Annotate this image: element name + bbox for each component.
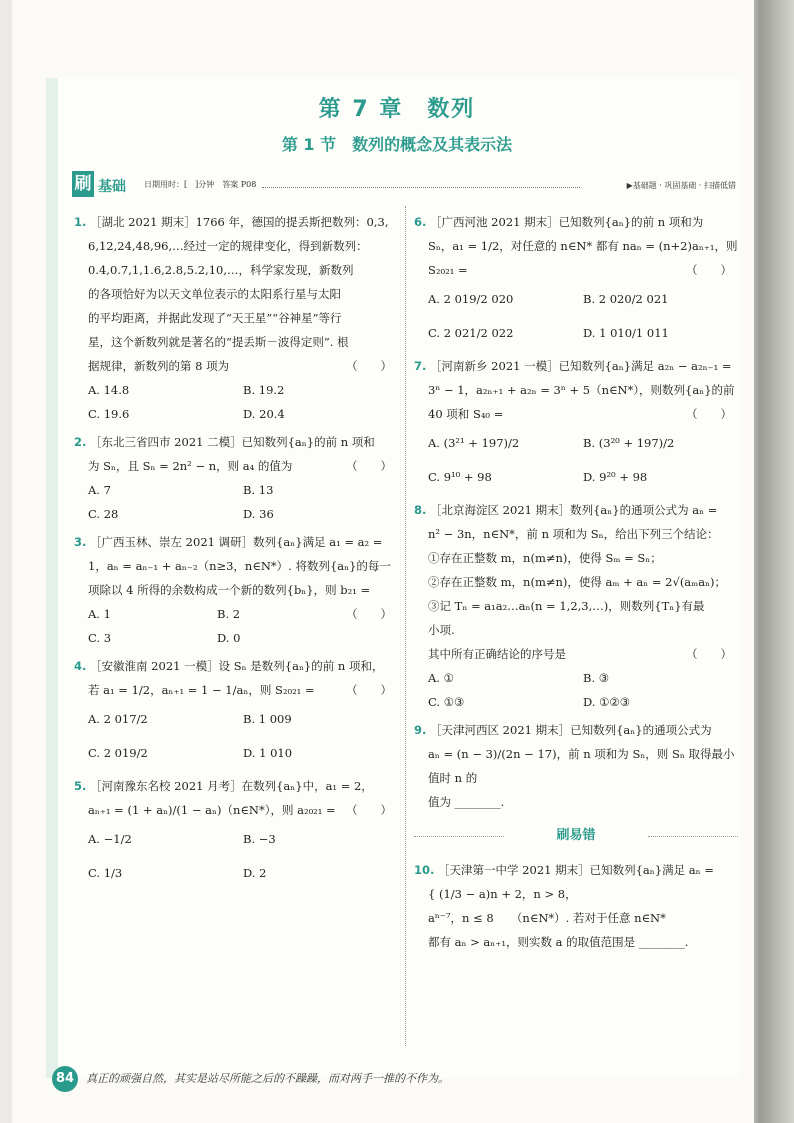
question-line-row	[414, 618, 738, 642]
question-line: ［广西河池 2021 期末］已知数列{aₙ}的前 n 项和为	[430, 215, 704, 229]
question-line-row	[74, 258, 398, 282]
answer-option: A. 7	[88, 483, 111, 497]
footer-motto: 真正的顽强自然，其实是站尽所能之后的不躁躁，而对两手一推的不作为。	[86, 1072, 449, 1085]
answer-option: C. ①③	[428, 695, 465, 709]
question-number: 8.	[414, 503, 427, 517]
question-line: ［河南豫东名校 2021 月考］在数列{aₙ}中，a₁ = 2，	[90, 779, 373, 793]
practice-banner	[72, 174, 740, 198]
easy-mistakes-heading: 刷易错	[414, 824, 738, 848]
question-line: ［天津第一中学 2021 期末］已知数列{aₙ}满足 aₙ =	[438, 863, 714, 877]
answer-option: D. ①②③	[583, 695, 631, 709]
answer-parentheses: （ ）	[346, 803, 392, 817]
question-line: 为 Sₙ，且 Sₙ = 2n² − n，则 a₄ 的值为	[88, 459, 293, 473]
question-item	[414, 718, 738, 814]
question-item	[74, 430, 398, 526]
question-line: 星，这个新数列就是著名的“提丢斯－波得定则”. 根	[88, 335, 349, 349]
answer-option: A. 2 017/2	[88, 712, 148, 726]
answer-option: C. 28	[88, 507, 119, 521]
question-line: ③记 Tₙ = a₁a₂…aₙ(n = 1,2,3,…)，则数列{Tₙ}有最	[428, 599, 705, 613]
question-line: ②存在正整数 m，n(m≠n)，使得 aₘ + aₙ = 2√(aₘaₙ)；	[428, 575, 727, 589]
answer-option: D. 20.4	[243, 407, 285, 421]
question-line-row	[74, 306, 398, 330]
answer-option: D. 1 010/1 011	[583, 326, 669, 340]
question-item	[74, 774, 398, 890]
question-line: 1，aₙ = aₙ₋₁ + aₙ₋₂（n≥3，n∈N*）. 将数列{aₙ}的每一	[88, 559, 391, 573]
question-line-row	[74, 798, 398, 822]
column-divider	[405, 206, 406, 1046]
question-number: 10.	[414, 863, 435, 877]
question-line: { (1/3 − a)n + 2，n > 8，	[428, 887, 577, 901]
question-line: 据规律，新数列的第 8 项为	[88, 359, 230, 373]
question-line: S₂₀₂₁ =	[428, 263, 468, 277]
question-item	[414, 354, 738, 494]
question-line-row	[414, 522, 738, 546]
question-line-row	[414, 402, 738, 426]
answer-option: A. −1/2	[88, 832, 132, 846]
question-line: 项除以 4 所得的余数构成一个新的数列{bₙ}，则 b₂₁ =	[88, 583, 371, 597]
answer-option: D. 1 010	[243, 746, 293, 760]
question-line-row	[414, 718, 738, 742]
question-line: 若 a₁ = 1/2，aₙ₊₁ = 1 − 1/aₙ，则 S₂₀₂₁ =	[88, 683, 315, 697]
answer-parentheses: （ ）	[686, 647, 732, 661]
question-number: 9.	[414, 723, 427, 737]
answer-parentheses: （ ）	[346, 607, 392, 621]
question-number: 1.	[74, 215, 87, 229]
answer-options	[414, 282, 738, 350]
question-line-row	[414, 594, 738, 618]
answer-options	[74, 702, 398, 770]
question-line: 值为 ________.	[428, 795, 505, 809]
question-line: ［河南新乡 2021 一模］已知数列{aₙ}满足 a₂ₙ − a₂ₙ₋₁ =	[430, 359, 732, 373]
answer-option: B. 19.2	[243, 383, 285, 397]
answer-option: B. 13	[243, 483, 274, 497]
question-line-row	[414, 790, 738, 814]
question-line-row	[74, 454, 398, 478]
question-line-row	[414, 570, 738, 594]
answer-option: C. 19.6	[88, 407, 130, 421]
answer-options	[74, 602, 346, 650]
answer-parentheses: （ ）	[686, 263, 732, 277]
question-line: ［湖北 2021 期末］1766 年，德国的提丢斯把数列：0,3,	[90, 215, 389, 229]
answer-option: D. 2	[243, 866, 267, 880]
right-column	[414, 210, 738, 958]
question-line: ［北京海淀区 2021 期末］数列{aₙ}的通项公式为 aₙ =	[430, 503, 718, 517]
question-number: 2.	[74, 435, 87, 449]
question-line: ［广西玉林、崇左 2021 调研］数列{aₙ}满足 a₁ = a₂ =	[90, 535, 383, 549]
question-item	[74, 530, 398, 650]
question-line-row	[414, 210, 738, 234]
question-line-row	[74, 282, 398, 306]
answer-option: B. −3	[243, 832, 276, 846]
question-line-row	[414, 354, 738, 378]
left-column	[74, 210, 398, 894]
question-line-row	[74, 678, 398, 702]
question-line-row	[74, 774, 398, 798]
question-line-row	[414, 546, 738, 570]
question-line-row	[74, 430, 398, 454]
question-line: 的平均距离，并据此发现了“天王星”“谷神星”等行	[88, 311, 342, 325]
question-line-row	[414, 258, 738, 282]
question-line-row	[74, 234, 398, 258]
question-line: 都有 aₙ > aₙ₊₁，则实数 a 的取值范围是 ________.	[428, 935, 689, 949]
question-line-row	[74, 330, 398, 354]
answer-parentheses: （ ）	[346, 359, 392, 373]
question-line-row	[414, 498, 738, 522]
answer-option: A. 14.8	[88, 383, 130, 397]
answer-option: D. 9²⁰ + 98	[583, 470, 648, 484]
question-line: ①存在正整数 m，n(m≠n)，使得 Sₘ = Sₙ；	[428, 551, 662, 565]
answer-parentheses: （ ）	[346, 683, 392, 697]
question-10	[414, 858, 738, 954]
question-number: 4.	[74, 659, 87, 673]
timing-info: 日期用时：[ ]分钟 答案 P08	[144, 180, 257, 189]
question-line: aₙ₊₁ = (1 + aₙ)/(1 − aₙ)（n∈N*），则 a₂₀₂₁ =	[88, 803, 336, 817]
answer-option: A. (3²¹ + 197)/2	[428, 436, 520, 450]
footer	[52, 1066, 652, 1092]
question-line: 小项.	[428, 623, 455, 637]
brush-badge-icon: 刷	[72, 171, 94, 197]
question-line: aₙ = (n − 3)/(2n − 17)，前 n 项和为 Sₙ，则 Sₙ 取得最小值时 n 的	[428, 747, 735, 785]
answer-option: C. 2 021/2 022	[428, 326, 514, 340]
banner-tagline: ▶基础题 · 巩固基础 · 扫描低错	[626, 181, 736, 190]
section-title: 第 1 节 数列的概念及其表示法	[281, 135, 513, 154]
answer-option: D. 36	[243, 507, 274, 521]
question-line-row	[74, 554, 398, 578]
question-line: 0.4,0.7,1,1.6,2.8,5.2,10,…，科学家发现，新数列	[88, 263, 354, 277]
question-line: ［安徽淮南 2021 一模］设 Sₙ 是数列{aₙ}的前 n 项和，	[90, 659, 384, 673]
question-number: 3.	[74, 535, 87, 549]
answer-parentheses: （ ）	[686, 407, 732, 421]
answer-option: A. 2 019/2 020	[428, 292, 514, 306]
question-line-row	[414, 234, 738, 258]
answer-option: C. 1/3	[88, 866, 123, 880]
banner-label: 基础	[98, 179, 126, 195]
answer-options	[414, 666, 738, 714]
answer-options	[74, 822, 398, 890]
question-number: 5.	[74, 779, 87, 793]
question-line: ［东北三省四市 2021 二模］已知数列{aₙ}的前 n 项和	[90, 435, 375, 449]
answer-option: A. ①	[428, 671, 454, 685]
banner-divider	[262, 187, 580, 188]
question-number: 6.	[414, 215, 427, 229]
answer-option: C. 3	[88, 631, 112, 645]
answer-option: B. 1 009	[243, 712, 292, 726]
question-line: aⁿ⁻⁷，n ≤ 8 （n∈N*）. 若对于任意 n∈N*	[428, 911, 666, 925]
question-line: 6,12,24,48,96,…经过一定的规律变化，得到新数列：	[88, 239, 368, 253]
answer-option: C. 9¹⁰ + 98	[428, 470, 492, 484]
answer-option: D. 0	[217, 631, 241, 645]
question-line-row	[414, 378, 738, 402]
answer-parentheses: （ ）	[346, 459, 392, 473]
answer-option: C. 2 019/2	[88, 746, 148, 760]
question-line: n² − 3n，n∈N*，前 n 项和为 Sₙ，给出下列三个结论：	[428, 527, 719, 541]
question-line-row	[74, 530, 398, 554]
question-item	[74, 654, 398, 770]
question-line-row	[74, 654, 398, 678]
question-line: ［天津河西区 2021 期末］已知数列{aₙ}的通项公式为	[430, 723, 712, 737]
question-line: 40 项和 S₄₀ =	[428, 407, 504, 421]
question-line-row	[74, 354, 398, 378]
question-number: 7.	[414, 359, 427, 373]
chapter-title: 第 7 章 数列	[318, 97, 476, 122]
answer-options	[414, 426, 738, 494]
question-line: 3ⁿ − 1，a₂ₙ₊₁ + a₂ₙ = 3ⁿ + 5（n∈N*），则数列{aₙ}的前	[428, 383, 735, 397]
question-line: 其中所有正确结论的序号是	[428, 647, 566, 661]
question-item	[74, 210, 398, 426]
answer-options	[74, 478, 398, 526]
answer-option: B. 2	[217, 607, 241, 621]
question-line-row	[74, 210, 398, 234]
right-question-list	[414, 210, 738, 814]
question-line-row	[414, 742, 738, 790]
question-item	[414, 498, 738, 714]
answer-option: B. 2 020/2 021	[583, 292, 669, 306]
answer-option: A. 1	[88, 607, 111, 621]
answer-options	[74, 378, 398, 426]
answer-option: B. ③	[583, 671, 610, 685]
question-item	[414, 210, 738, 350]
question-line-row	[414, 642, 738, 666]
question-line: Sₙ，a₁ = 1/2，对任意的 n∈N* 都有 naₙ = (n+2)aₙ₊₁，则	[428, 239, 738, 253]
page-number: 84	[52, 1066, 78, 1092]
question-line: 的各项恰好为以天文单位表示的太阳系行星与太阳	[88, 287, 341, 301]
answer-option: B. (3²⁰ + 197)/2	[583, 436, 675, 450]
